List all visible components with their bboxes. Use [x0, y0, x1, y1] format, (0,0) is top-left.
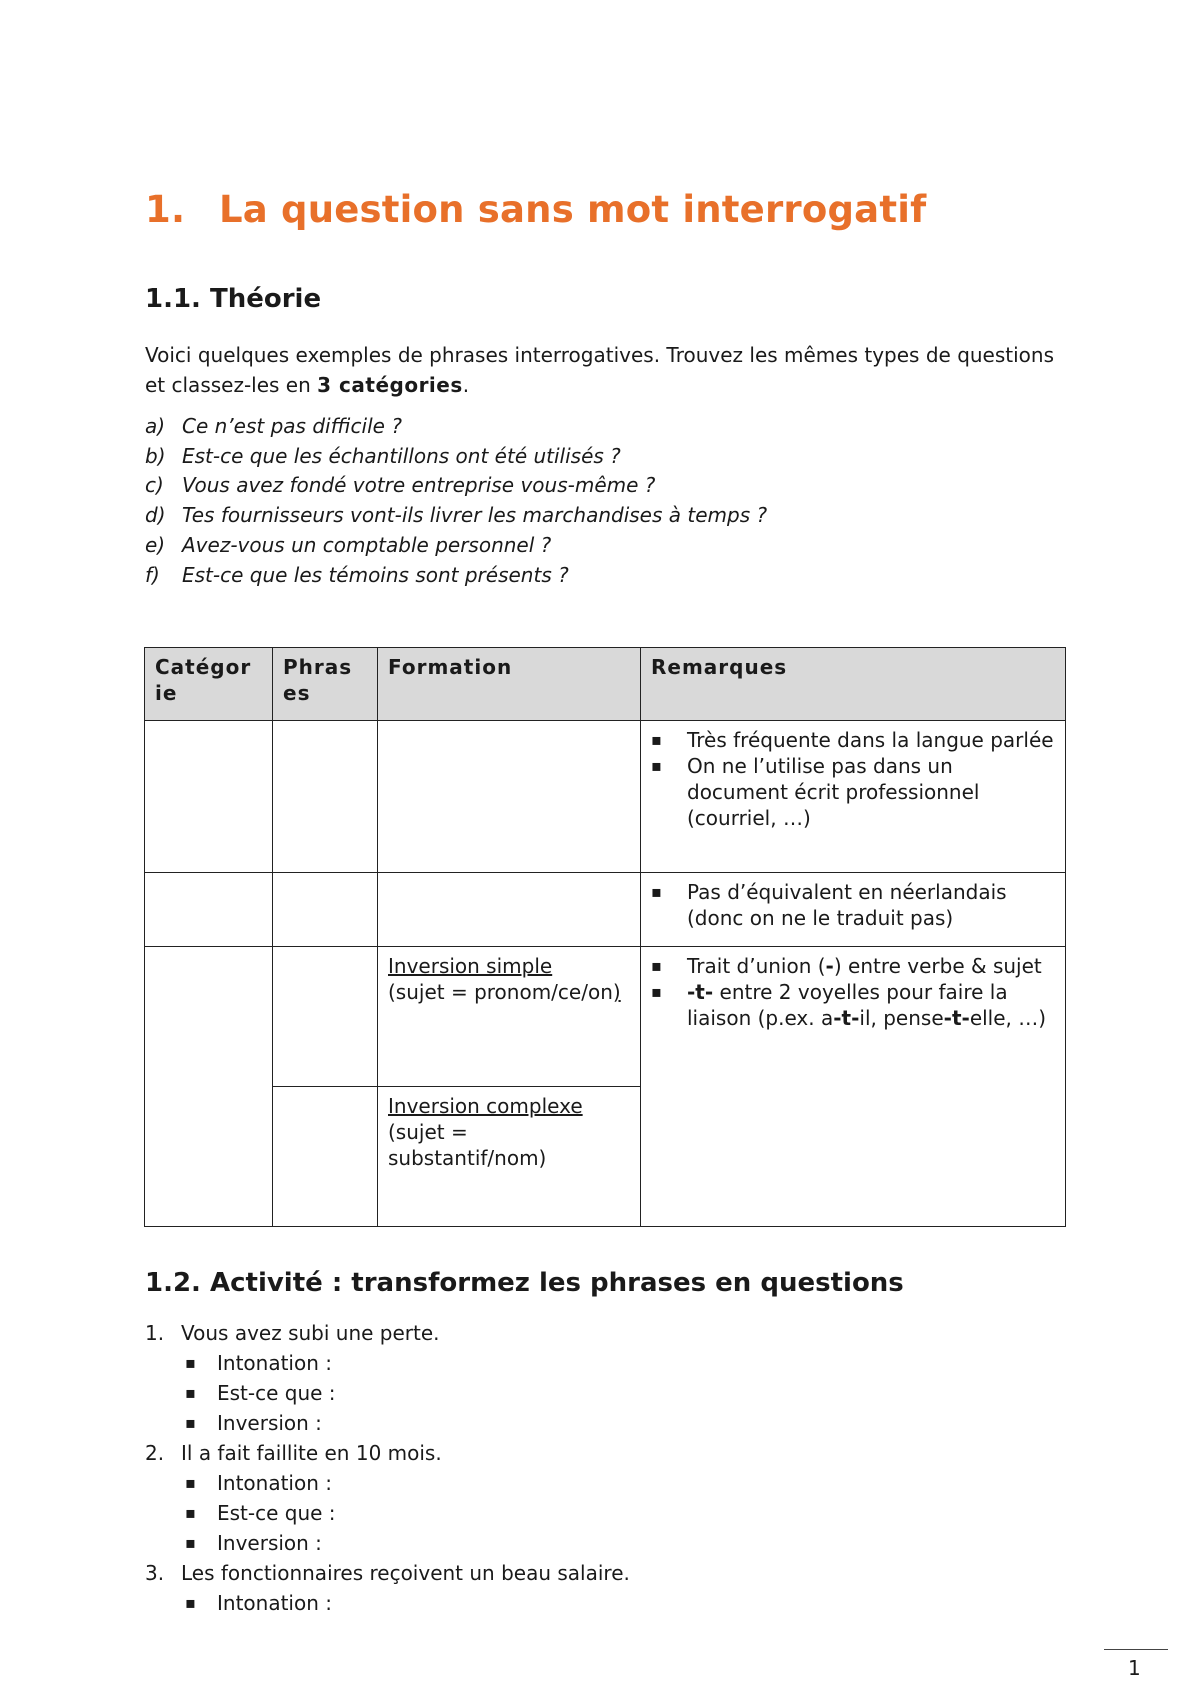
example-text: Est-ce que les témoins sont présents ? — [182, 562, 569, 587]
list-item: ▪ Pas d’équivalent en néerlandais (donc on ne le traduit pas) — [651, 879, 1055, 931]
cell-remarks — [641, 873, 1066, 947]
example-text: Est-ce que les échantillons ont été utilisés ? — [182, 443, 621, 468]
formation-detail: (sujet = substantif/nom) — [388, 1120, 547, 1170]
remark-bold: -t- — [687, 980, 714, 1004]
theory-intro — [145, 340, 1065, 400]
list-item — [145, 561, 767, 591]
list-item — [651, 953, 1055, 979]
item-sentence: Il a fait faillite en 10 mois. — [181, 1441, 442, 1465]
cell-category[interactable] — [145, 721, 273, 873]
header-text: Catégor — [155, 655, 252, 679]
header-remarques: Remarques — [641, 648, 1066, 721]
item-sentence: Les fonctionnaires reçoivent un beau salaire. — [181, 1561, 630, 1585]
sub-list — [145, 1588, 630, 1618]
table-row — [145, 721, 1066, 873]
formation-title: Inversion simple — [388, 954, 553, 978]
remark-text: Trait d’union ( — [687, 954, 826, 978]
remark-bold: -t- — [943, 1006, 970, 1030]
categories-table — [144, 647, 1066, 1227]
header-text: es — [283, 681, 311, 705]
list-item: ▪ Très fréquente dans la langue parlée — [651, 727, 1055, 753]
remark-text: entre 2 voyelles pour faire la liaison (p.ex. a — [687, 980, 1008, 1030]
example-label: a) — [145, 414, 166, 438]
item-number: 3. — [145, 1561, 165, 1585]
intro-end: . — [462, 373, 470, 397]
example-label: e) — [145, 532, 166, 557]
list-item — [145, 1438, 630, 1558]
remark-bold: - — [825, 954, 834, 978]
list-item — [145, 531, 767, 561]
header-text: Phras — [283, 655, 353, 679]
table-row — [145, 947, 1066, 1087]
theory-heading: 1.1. Théorie — [145, 284, 322, 314]
remark-text: ) entre verbe & sujet — [833, 954, 1042, 978]
cell-phrases[interactable] — [273, 947, 378, 1087]
list-item — [145, 442, 767, 472]
answer-line[interactable]: ▪ Intonation : — [145, 1348, 630, 1378]
cell-category[interactable] — [145, 873, 273, 947]
formation-detail: (sujet = pronom/ce/on — [388, 980, 613, 1004]
table-header-row — [145, 648, 1066, 721]
example-text: Avez-vous un comptable personnel ? — [182, 532, 552, 557]
example-label: c) — [145, 473, 164, 498]
item-number: 2. — [145, 1441, 165, 1465]
table-row — [145, 873, 1066, 947]
list-item — [651, 979, 1055, 1031]
example-text: Ce n’est pas difficile ? — [182, 414, 402, 438]
examples-list — [145, 412, 767, 590]
footer-divider — [1104, 1649, 1168, 1650]
answer-line[interactable]: ▪ Est-ce que : — [145, 1378, 630, 1408]
remarks-list — [651, 727, 1055, 831]
intro-bold: 3 catégories — [317, 373, 463, 397]
header-formation: Formation — [378, 648, 641, 721]
remark-text: il, pense — [859, 1006, 944, 1030]
page-number: 1 — [1128, 1656, 1141, 1680]
example-label: d) — [145, 503, 166, 528]
formation-title: Inversion complexe — [388, 1094, 583, 1118]
intro-text: Voici quelques exemples de phrases interrogatives. Trouvez les mêmes types de questions et classez-les en — [145, 343, 1055, 397]
activity-list — [145, 1318, 630, 1618]
sub-list — [145, 1468, 630, 1558]
example-label: b) — [145, 443, 166, 468]
cell-phrases[interactable] — [273, 873, 378, 947]
formation-detail-close: ) — [612, 980, 621, 1004]
item-number: 1. — [145, 1321, 165, 1345]
list-item: ▪ On ne l’utilise pas dans un document écrit professionnel (courriel, …) — [651, 753, 1055, 831]
list-item — [145, 471, 767, 501]
item-sentence: Vous avez subi une perte. — [181, 1321, 440, 1345]
list-item — [145, 501, 767, 531]
header-phrases — [273, 648, 378, 721]
cell-remarks — [641, 721, 1066, 873]
section-title — [145, 188, 926, 231]
answer-line[interactable]: ▪ Inversion : — [145, 1528, 630, 1558]
list-item — [145, 1318, 630, 1438]
example-text: Tes fournisseurs vont-ils livrer les marchandises à temps ? — [182, 503, 768, 528]
remark-bold: -t- — [833, 1006, 860, 1030]
answer-line[interactable]: ▪ Est-ce que : — [145, 1498, 630, 1528]
section-number: 1. — [145, 188, 186, 231]
cell-phrases[interactable] — [273, 1087, 378, 1227]
answer-line[interactable]: ▪ Intonation : — [145, 1468, 630, 1498]
sub-list — [145, 1348, 630, 1438]
example-text: Vous avez fondé votre entreprise vous-même ? — [182, 473, 656, 498]
cell-category[interactable] — [145, 947, 273, 1227]
header-categorie — [145, 648, 273, 721]
list-item — [145, 1558, 630, 1618]
remark-text: elle, …) — [969, 1006, 1047, 1030]
cell-remarks — [641, 947, 1066, 1227]
cell-formation — [378, 947, 641, 1087]
cell-phrases[interactable] — [273, 721, 378, 873]
activity-heading: 1.2. Activité : transformez les phrases en questions — [145, 1268, 904, 1298]
cell-formation[interactable] — [378, 873, 641, 947]
answer-line[interactable]: ▪ Intonation : — [145, 1588, 630, 1618]
list-item — [145, 412, 767, 442]
remarks-list — [651, 879, 1055, 931]
remarks-list — [651, 953, 1055, 1031]
answer-line[interactable]: ▪ Inversion : — [145, 1408, 630, 1438]
example-label: f) — [145, 562, 160, 587]
section-title-text: La question sans mot interrogatif — [219, 188, 927, 231]
header-text: ie — [155, 681, 178, 705]
cell-formation[interactable] — [378, 721, 641, 873]
cell-formation — [378, 1087, 641, 1227]
